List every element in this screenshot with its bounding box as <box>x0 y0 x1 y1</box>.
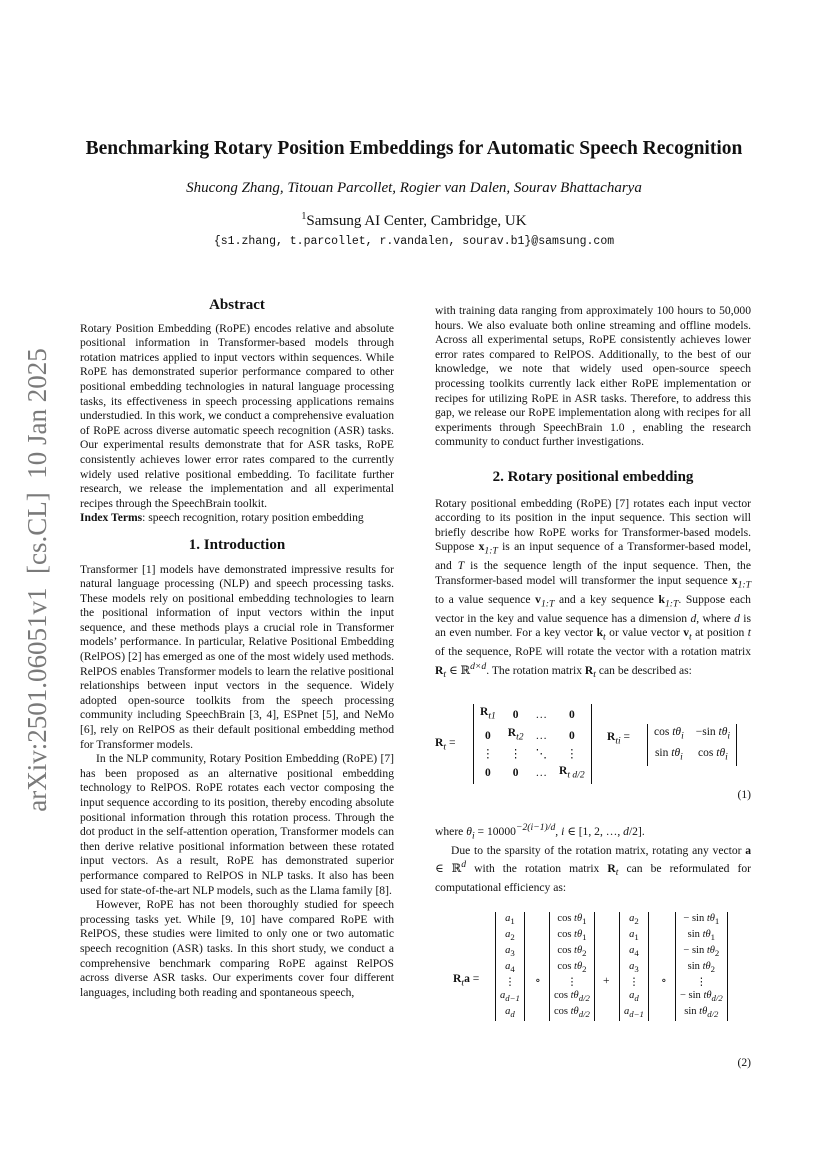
abstract-heading: Abstract <box>209 297 265 313</box>
intro-heading: 1. Introduction <box>188 536 286 553</box>
equation-1-number: (1) <box>737 788 751 802</box>
text-run: , where <box>696 611 735 625</box>
text-run: where <box>435 824 467 838</box>
text-run: can be reformulated for computational efficiency as: <box>435 862 752 895</box>
index-terms-label: Index Terms <box>80 511 143 525</box>
text-run: is an input sequence of a Transformer-based model, and <box>435 540 751 573</box>
rotation-block: $\cos t\theta_i$ −sin $t\theta_i$ $\sin t\theta_i$ $\cos t\theta_i$ <box>647 724 737 766</box>
rotation-matrix: $R_{t1}$ 0 … 0 0 $R_{t2}$ … 0 ⋮ ⋮ ⋱ ⋮ 0 0 … $R_{t d/2}$ <box>473 704 592 783</box>
equation-1: $R_t$ = $R_{t1}$ 0 … 0 0 $R_{t2}$ … 0 ⋮ ⋮ ⋱ ⋮ 0 0 … $R_{t d/2}$ $R_{ti}$ = $\cos t\theta_i$ −sin $t\theta_i$ $\sin t\theta_i$ $\cos t\theta_i$ <box>435 704 751 794</box>
arxiv-stamp: arXiv:2501.06051v1 [cs.CL] 10 Jan 2025 <box>22 348 52 812</box>
text-run: or value vector <box>605 626 684 640</box>
affiliation <box>60 211 768 230</box>
vector-cos: $\cos t\theta_1$ $\cos t\theta_1$ $\cos t\theta_2$ $\cos t\theta_2$ ⋮ $\cos t\theta_{d/2}$ $\cos t\theta_{d/2}$ <box>549 912 595 1022</box>
vector-a-swapped: $a_2$ $a_1$ $a_4$ $a_3$ ⋮ $a_d$ $a_{d-1}$ <box>619 912 649 1022</box>
theta-definition: where $\theta_i = 10000^{-2(i-1)/d}$, i ∈ [1, 2, …, d/2]. <box>435 822 645 842</box>
equation-2: $R_ta$ = $a_1$ $a_2$ $a_3$ $a_4$ ⋮ $a_{d-1}$ $a_d$ ∘ $\cos t\theta_1$ $\cos t\theta_1$ $\cos t\theta_2$ $\cos t\theta_2$ ⋮ $\cos t\theta_{d/2}$ $\cos t\theta_{d/2}$ + $a_2$ $a_1$ $a_4$ $a_3$ ⋮ $a_d$ $a_{d-1}$ ∘ − $\sin t\theta_1$ $\sin t\theta_1$ − $\sin t\theta_2$ $\sin t\theta_2$ ⋮ − $\sin t\theta_{d/2}$ $\sin t\theta_{d/2}$ (2) <box>453 912 751 1069</box>
abstract-body: Rotary Position Embedding (RoPE) encodes relative and absolute positional information in Transformer-based models through rotation matrices applied to input vectors within sequences. While RoPE has demonstrated superior performance compared to other positional embedding technologies in natural language processing tasks, its effectiveness in speech processing applications remains understudied. In this work, we conduct a comprehensive evaluation of RoPE across diverse automatic speech recognition (ASR) tasks. Our experimental results demonstrate that for ASR tasks, RoPE consistently achieves lower error rates compared to the currently widely used relative positional embedding. To facilitate further research, we release the implementation and all experimental recipes through the SpeechBrain toolkit. <box>80 321 394 510</box>
intro-paragraph-2: In the NLP community, Rotary Position Embedding (RoPE) [7] has been proposed as an alternative positional embedding technology to RelPOS. RoPE rotates each vector composing the input sequence according to its position, thereby encoding absolute positional information through this rotation process. Through the dot product in the self-attention operation, Transformer models can then derive relative positional information between these rotated input vectors. As a result, RoPE has demonstrated superior performance compared to RelPOS in NLP tasks. It also has been used for state-of-the-art NLP models, such as the Llama family [8]. <box>80 752 394 897</box>
text-run: of the sequence, RoPE will rotate the vector with a rotation matrix <box>435 645 751 659</box>
equation-2-number: (2) <box>737 1055 751 1069</box>
text-run: to a value sequence <box>435 592 536 606</box>
text-run: . Suppose each vector in the key and value sequence has a dimension <box>435 592 751 625</box>
intro-paragraph-3: However, RoPE has not been thoroughly studied for speech processing tasks yet. While [9, 10] have compared RoPE with RelPOS, these studies were limited to only one or two automatic speech recognition (ASR) tasks. In this short study, we conduct a comprehensive benchmark comparing RoPE against RelPOS across diverse ASR tasks. Our experiments cover four different languages, including both reading and spontaneous speech, <box>80 898 394 999</box>
author-emails: {s1.zhang, t.parcollet, r.vandalen, sourav.b1}@samsung.com <box>213 235 615 248</box>
index-terms-text: : speech recognition, rotary position embedding <box>142 511 364 525</box>
affiliation-marker: 1 <box>301 211 307 222</box>
text-run: is the sequence length of the input sequence. Then, the Transformer-based model will transformer the input sequence <box>435 559 751 587</box>
index-terms <box>80 511 394 526</box>
author-list: Shucong Zhang, Titouan Parcollet, Rogier van Dalen, Sourav Bhattacharya <box>186 180 642 196</box>
rope-heading: 2. Rotary positional embedding <box>492 468 694 485</box>
text-run: at position <box>691 626 748 640</box>
text-run: with the rotation matrix <box>466 862 608 876</box>
vector-a: $a_1$ $a_2$ $a_3$ $a_4$ ⋮ $a_{d-1}$ $a_d$ <box>495 912 525 1022</box>
vector-sin: − $\sin t\theta_1$ $\sin t\theta_1$ − $\sin t\theta_2$ $\sin t\theta_2$ ⋮ − $\sin t\theta_{d/2}$ $\sin t\theta_{d/2}$ <box>675 912 728 1022</box>
intro-continuation: with training data ranging from approximately 100 hours to 50,000 hours. We also evaluate both online streaming and offline models. Across all experimental setups, RoPE consistently achieves lower error rates compared to RelPOS. Additionally, to the best of our knowledge, we note that widely used open-source speech processing toolkits currently lack either RoPE implementation or recipes for utilizing RoPE in ASR tasks. Therefore, to address this gap, we release our RoPE implementation along with recipes for all experiments through SpeechBrain 1.0 , enabling the research community to conduct further investigations. <box>435 304 751 449</box>
right-column <box>435 304 752 1069</box>
text-run: is an even number. For a key vector <box>435 611 751 640</box>
text-run: Due to the sparsity of the rotation matrix, rotating any vector <box>451 843 746 857</box>
rope-paragraph-1: Rotary positional embedding (RoPE) [7] rotates each input vector according to its position in the input sequence. This section will briefly describe how RoPE works for Transformer-based models. Suppose $x_{1:T}$ is an input sequence of a Transformer-based model, and T is the sequence length of the input sequence. Then, the Transformer-based model will transformer the input sequence $x_{1:T}$ to a value sequence $v_{1:T}$ and a key sequence $k_{1:T}$. Suppose each vector in the key and value sequence has a dimension d, where d is an even number. For a key vector $k_t$ or value vector $v_t$ at position t of the sequence, RoPE will rotate the vector with a rotation matrix $R_t$ ∈ ℝ$^{d\times d}$. The rotation matrix $R_t$ can be described as: <box>435 496 751 680</box>
text-run: . <box>641 824 645 838</box>
rope-paragraph-2: Due to the sparsity of the rotation matrix, rotating any vector a ∈ ℝ$^d$ with the rotation matrix $R_t$ can be reformulated for computational efficiency as: <box>435 843 752 895</box>
left-column <box>80 298 394 1000</box>
affiliation-text: Samsung AI Center, Cambridge, UK <box>306 213 527 229</box>
text-run: . The rotation matrix <box>486 663 585 677</box>
text-run: Rotary positional embedding (RoPE) [7] rotates each input vector according to its position in the input sequence. This section will briefly describe how RoPE works for Transformer-based models. Suppose <box>435 496 751 554</box>
text-run: can be described as: <box>595 663 692 677</box>
paper-title: Benchmarking Rotary Position Embeddings for Automatic Speech Recognition <box>85 138 743 159</box>
intro-paragraph-1: Transformer [1] models have demonstrated impressive results for natural language processing (NLP) and speech processing tasks. These models rely on positional embedding technologies to learn the positional information of input vectors within the input sequence, and these methods plays a crucial role in Transformer models’ performance. In particular, Relative Positional Embedding (RelPOS) [2] has emerged as one of the most widely used methods. RelPOS enables Transformer models to learn the relative positional relationships between input vectors in the sequence. Widely adopted open-source toolkits from the speech processing community including SpeechBrain [3, 4], ESPnet [5], and NeMo [6], rely on RelPOS as their default positional embedding method for Transformer models. <box>80 562 394 751</box>
text-run: and a key sequence <box>554 592 659 606</box>
